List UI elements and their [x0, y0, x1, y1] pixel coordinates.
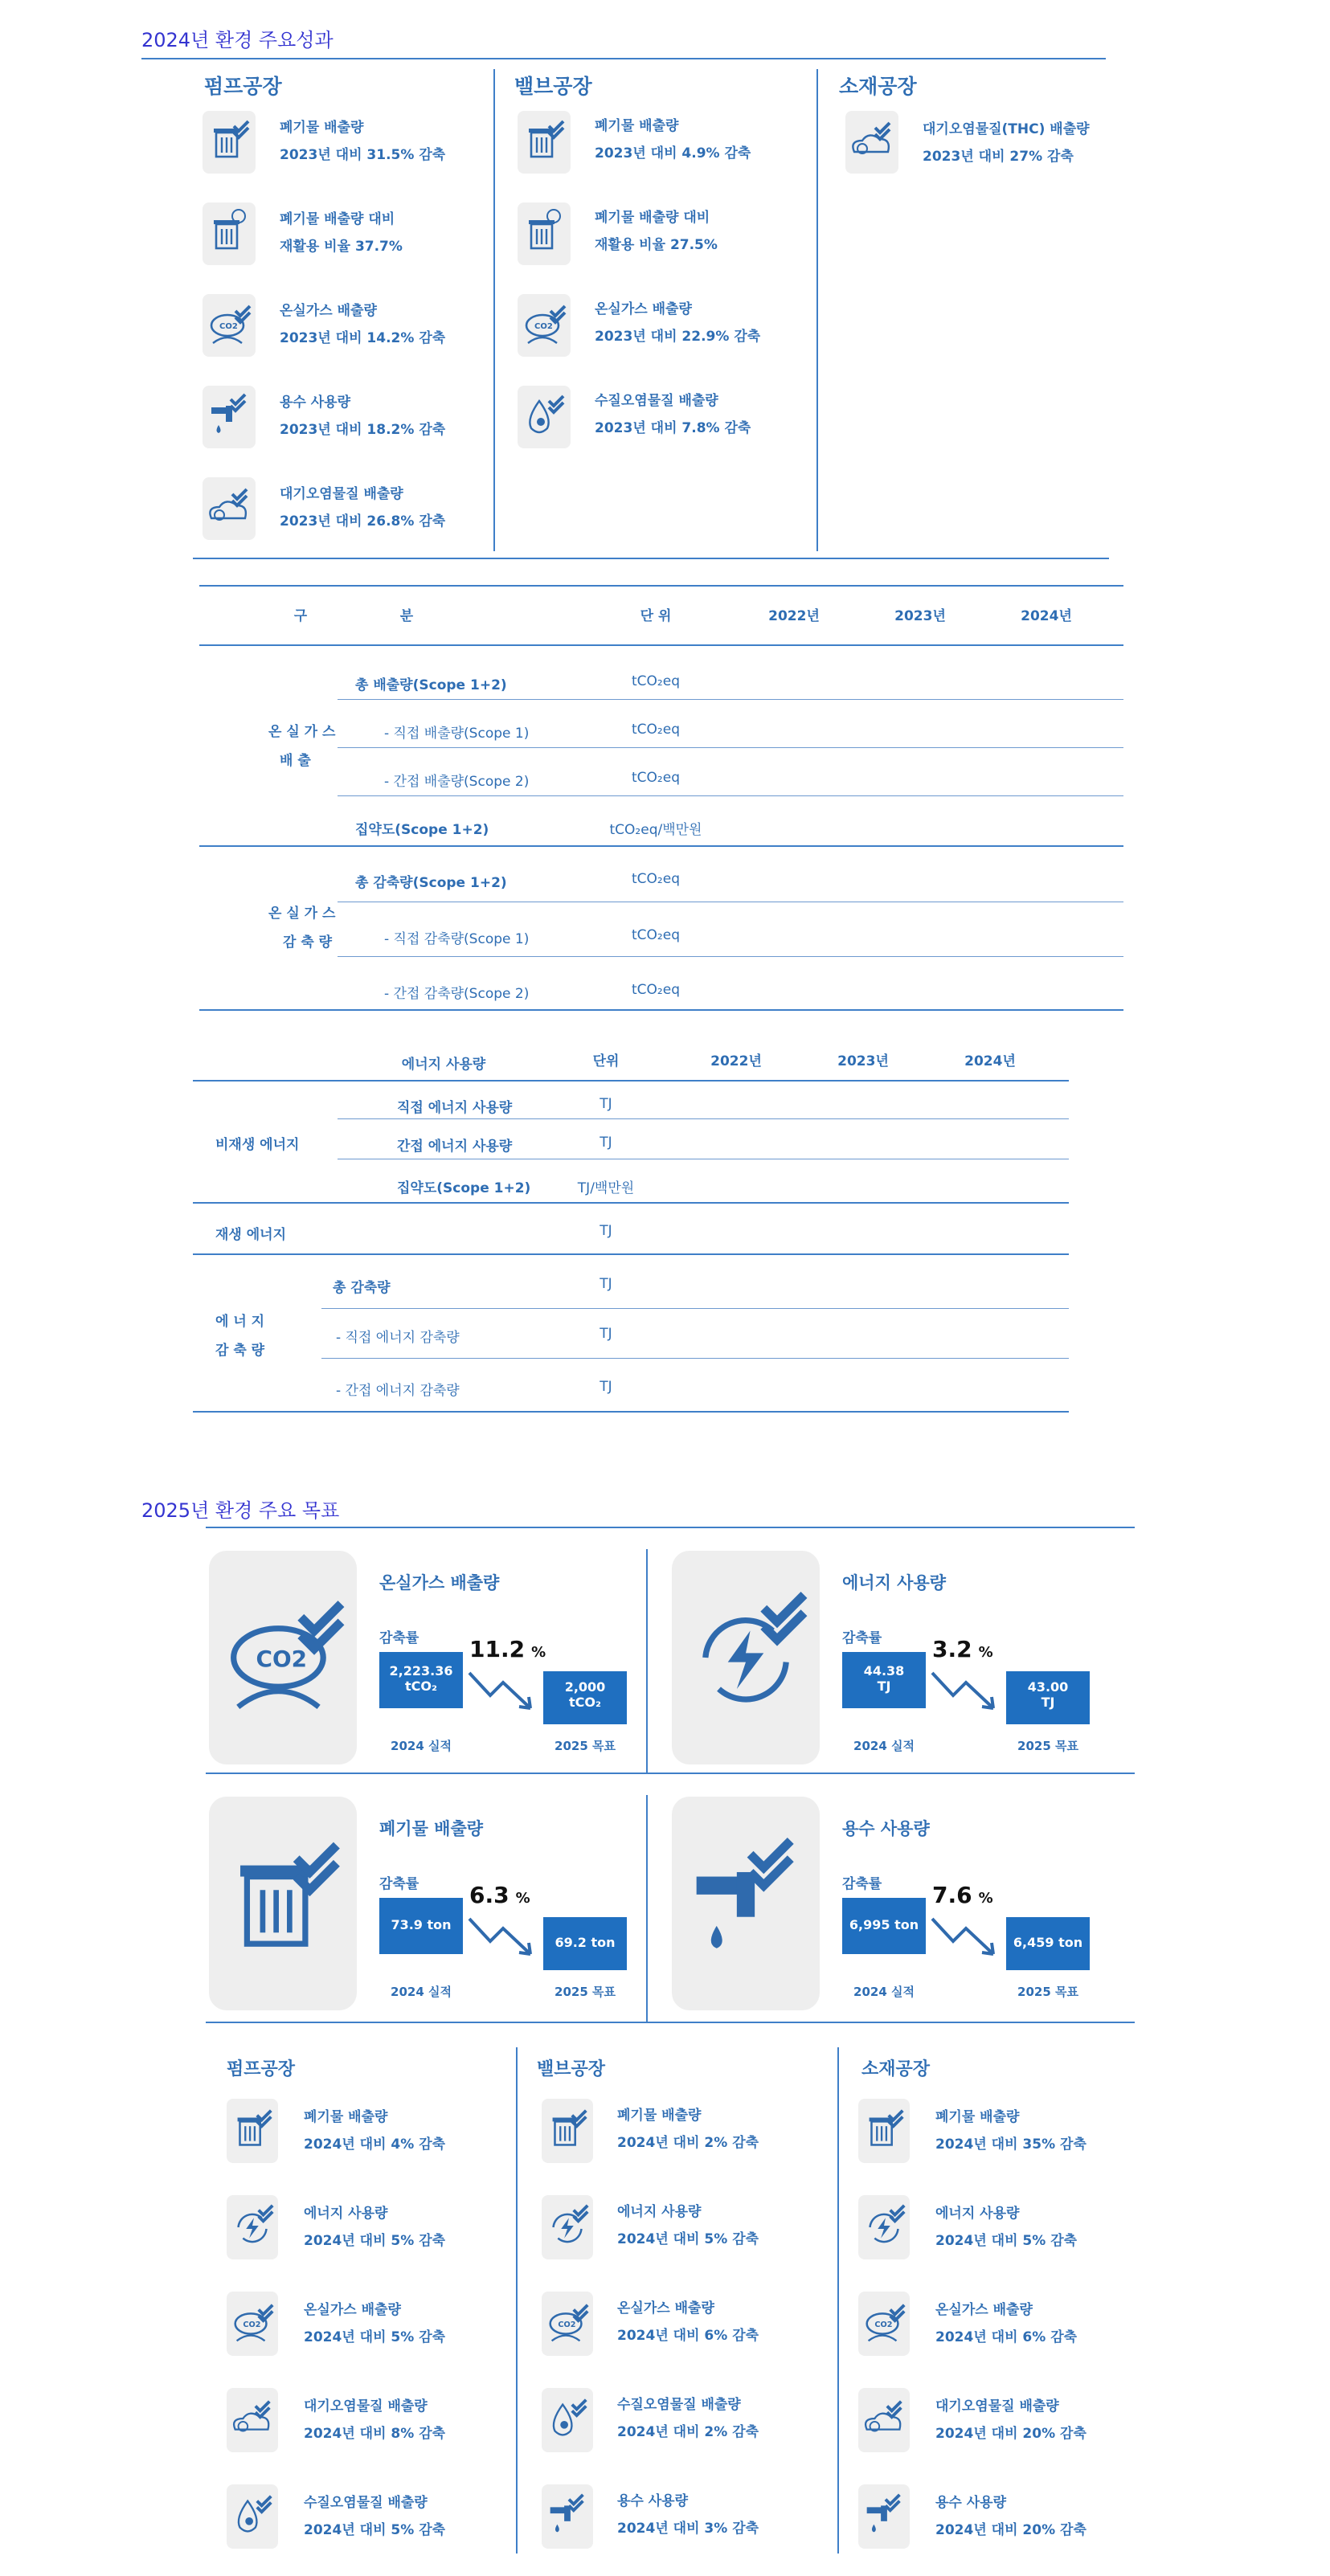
group-label: 감 축 량	[283, 934, 333, 951]
item-title: 폐기물 배출량	[280, 120, 364, 136]
table-rule	[193, 1253, 1069, 1255]
col-header: 2024년	[964, 1053, 1016, 1069]
caption-2025: 2025 목표	[555, 1739, 616, 1753]
item-title: 용수 사용량	[935, 2495, 1007, 2511]
down-trend-arrow-icon	[929, 1668, 1001, 1716]
table-rule	[338, 795, 1123, 796]
svg-text:CO2: CO2	[874, 2320, 893, 2329]
row-unit: tCO₂eq	[632, 722, 680, 738]
greenhouse-gas-icon	[858, 2292, 910, 2356]
row-label: 집약도(Scope 1+2)	[355, 822, 489, 838]
water-pollutant-icon	[227, 2484, 278, 2549]
table-rule	[199, 845, 1123, 847]
down-trend-arrow-icon	[466, 1914, 538, 1962]
row-label: - 간접 배출량(Scope 2)	[384, 774, 530, 790]
item-detail: 2024년 대비 2% 감축	[617, 2424, 759, 2440]
row-unit: TJ	[600, 1223, 612, 1239]
item-title: 온실가스 배출량	[935, 2302, 1033, 2318]
item-detail: 2023년 대비 26.8% 감축	[280, 513, 446, 530]
svg-text:CO2: CO2	[219, 322, 238, 331]
col-header: 2023년	[837, 1053, 889, 1069]
group-label: 배 출	[280, 753, 311, 769]
bar-2024-actual: 73.9 ton	[379, 1898, 463, 1954]
svg-text:CO2: CO2	[534, 322, 553, 331]
item-title: 수질오염물질 배출량	[617, 2397, 741, 2413]
trash-icon	[227, 2099, 278, 2163]
item-title: 폐기물 배출량 대비	[280, 211, 395, 227]
item-detail: 2024년 대비 4% 감축	[304, 2136, 446, 2153]
row-label: 집약도(Scope 1+2)	[397, 1180, 531, 1196]
water-tap-icon	[672, 1797, 820, 2010]
item-title: 온실가스 배출량	[280, 303, 377, 319]
air-pollutant-icon	[858, 2388, 910, 2452]
item-title: 폐기물 배출량	[304, 2109, 388, 2125]
item-detail: 2024년 대비 5% 감축	[935, 2233, 1078, 2249]
col-header: 2022년	[768, 608, 820, 624]
caption-2025: 2025 목표	[1017, 1985, 1078, 1999]
valve-factory-heading: 밸브공장	[514, 75, 592, 98]
trash-icon	[518, 111, 571, 174]
energy-icon	[227, 2195, 278, 2259]
group-label: 비재생 에너지	[215, 1137, 300, 1153]
item-detail: 2023년 대비 22.9% 감축	[595, 329, 761, 345]
goal-title: 온실가스 배출량	[379, 1573, 500, 1593]
item-detail: 2023년 대비 14.2% 감축	[280, 330, 446, 346]
row-label: - 간접 감축량(Scope 2)	[384, 986, 530, 1002]
water-pollutant-icon	[542, 2388, 593, 2452]
reduction-percent: 3.2 %	[932, 1636, 993, 1662]
greenhouse-gas-icon	[542, 2292, 593, 2356]
reduction-percent: 11.2 %	[469, 1636, 546, 1662]
down-trend-arrow-icon	[929, 1914, 1001, 1962]
goal-title: 에너지 사용량	[842, 1573, 947, 1593]
reduction-percent: 6.3 %	[469, 1882, 530, 1908]
row-unit: TJ	[600, 1135, 612, 1151]
row-label: - 직접 배출량(Scope 1)	[384, 726, 530, 742]
caption-2025: 2025 목표	[1017, 1739, 1078, 1753]
caption-2024: 2024 실적	[391, 1739, 452, 1753]
item-detail: 재활용 비율 27.5%	[595, 237, 718, 253]
group-label: 온 실 가 스	[268, 724, 336, 740]
row-unit: tCO₂eq	[632, 982, 680, 998]
row-label: - 직접 감축량(Scope 1)	[384, 931, 530, 947]
air-pollutant-icon	[227, 2388, 278, 2452]
item-detail: 2024년 대비 35% 감축	[935, 2136, 1087, 2153]
table-rule	[193, 1080, 1069, 1082]
recycle-trash-icon	[203, 202, 256, 265]
col-header: 2022년	[710, 1053, 762, 1069]
caption-2024: 2024 실적	[853, 1739, 915, 1753]
item-detail: 2024년 대비 6% 감축	[935, 2329, 1078, 2345]
svg-text:CO2: CO2	[256, 1646, 308, 1673]
row-label: - 직접 에너지 감축량	[336, 1330, 460, 1346]
bar-2024-actual: 2,223.36 tCO₂	[379, 1652, 463, 1708]
row-unit: TJ	[600, 1326, 612, 1342]
pump-factory-target-heading: 펌프공장	[227, 2059, 296, 2079]
item-title: 대기오염물질 배출량	[935, 2398, 1059, 2414]
bar-2025-target: 2,000 tCO₂	[543, 1671, 627, 1724]
group-label: 온 실 가 스	[268, 906, 336, 922]
item-title: 에너지 사용량	[304, 2206, 388, 2222]
item-detail: 2024년 대비 8% 감축	[304, 2426, 446, 2442]
item-title: 폐기물 배출량	[617, 2108, 702, 2124]
row-label: 총 감축량(Scope 1+2)	[355, 875, 507, 891]
goal-title: 폐기물 배출량	[379, 1819, 484, 1838]
material-factory-heading: 소재공장	[839, 75, 917, 98]
water-tap-icon	[203, 386, 256, 448]
col-header: 에너지 사용량	[401, 1057, 486, 1073]
col-header: 단위	[592, 1053, 620, 1069]
bar-2025-target: 43.00 TJ	[1006, 1671, 1090, 1724]
caption-2024: 2024 실적	[853, 1985, 915, 1999]
table-rule	[338, 747, 1123, 748]
col-header: 분	[399, 608, 414, 624]
air-pollutant-icon	[845, 111, 898, 174]
row-unit: tCO₂eq	[632, 770, 680, 786]
water-tap-icon	[858, 2484, 910, 2549]
bar-2025-target: 69.2 ton	[543, 1917, 627, 1970]
section-title-2025: 2025년 환경 주요 목표	[141, 1499, 340, 1522]
col-header: 단 위	[640, 608, 672, 624]
item-detail: 2024년 대비 5% 감축	[304, 2329, 446, 2345]
trash-icon	[203, 111, 256, 174]
item-detail: 2023년 대비 31.5% 감축	[280, 147, 446, 163]
item-detail: 2024년 대비 5% 감축	[617, 2231, 759, 2247]
col-header: 2023년	[894, 608, 946, 624]
col-header: 2024년	[1021, 608, 1072, 624]
row-label: 총 배출량(Scope 1+2)	[355, 677, 507, 693]
col-header: 구	[293, 608, 308, 624]
item-detail: 2023년 대비 27% 감축	[923, 149, 1074, 165]
row-label: 간접 에너지 사용량	[397, 1139, 513, 1155]
table-rule	[321, 1358, 1069, 1359]
goal-rate-label: 감축률	[379, 1876, 419, 1892]
item-title: 수질오염물질 배출량	[304, 2495, 428, 2511]
item-title: 폐기물 배출량	[595, 118, 679, 134]
table-rule	[321, 1308, 1069, 1309]
table-rule	[199, 644, 1123, 646]
item-detail: 재활용 비율 37.7%	[280, 239, 403, 255]
table-rule	[193, 1202, 1069, 1204]
energy-icon	[672, 1551, 820, 1764]
item-detail: 2024년 대비 5% 감축	[304, 2233, 446, 2249]
svg-text:CO2: CO2	[558, 2320, 576, 2329]
table-rule	[338, 699, 1123, 700]
group-label: 에 너 지	[215, 1314, 265, 1330]
table-rule	[193, 1411, 1069, 1413]
item-detail: 2023년 대비 7.8% 감축	[595, 420, 751, 436]
row-unit: tCO₂eq	[632, 927, 680, 943]
item-title: 대기오염물질 배출량	[304, 2398, 428, 2414]
bar-2024-actual: 6,995 ton	[842, 1898, 926, 1954]
item-detail: 2023년 대비 18.2% 감축	[280, 422, 446, 438]
row-unit: tCO₂eq	[632, 871, 680, 887]
row-label: - 간접 에너지 감축량	[336, 1383, 460, 1399]
trash-icon	[542, 2099, 593, 2163]
item-title: 대기오염물질 배출량	[280, 486, 403, 502]
item-title: 용수 사용량	[617, 2493, 689, 2509]
bar-2025-target: 6,459 ton	[1006, 1917, 1090, 1970]
water-tap-icon	[542, 2484, 593, 2549]
item-detail: 2024년 대비 3% 감축	[617, 2521, 759, 2537]
item-detail: 2023년 대비 4.9% 감축	[595, 145, 751, 162]
goal-rate-label: 감축률	[842, 1630, 882, 1646]
goal-rate-label: 감축률	[842, 1876, 882, 1892]
item-title: 온실가스 배출량	[617, 2300, 714, 2316]
energy-icon	[858, 2195, 910, 2259]
item-detail: 2024년 대비 20% 감축	[935, 2426, 1087, 2442]
item-title: 온실가스 배출량	[304, 2302, 401, 2318]
section-title-2024: 2024년 환경 주요성과	[141, 29, 334, 51]
group-label: 감 축 량	[215, 1343, 265, 1359]
trash-icon	[858, 2099, 910, 2163]
greenhouse-gas-icon	[518, 294, 571, 357]
row-label: 직접 에너지 사용량	[397, 1100, 513, 1116]
group-label: 재생 에너지	[215, 1227, 287, 1243]
valve-factory-target-heading: 밸브공장	[537, 2059, 606, 2079]
bar-2024-actual: 44.38 TJ	[842, 1652, 926, 1708]
row-unit: TJ	[600, 1276, 612, 1292]
row-unit: TJ	[600, 1379, 612, 1395]
item-title: 온실가스 배출량	[595, 301, 692, 317]
material-factory-target-heading: 소재공장	[861, 2059, 931, 2079]
water-pollutant-icon	[518, 386, 571, 448]
air-pollutant-icon	[203, 477, 256, 540]
item-title: 에너지 사용량	[617, 2204, 702, 2220]
item-detail: 2024년 대비 6% 감축	[617, 2328, 759, 2344]
greenhouse-gas-icon	[209, 1551, 357, 1764]
item-detail: 2024년 대비 2% 감축	[617, 2135, 759, 2151]
table-rule	[199, 1009, 1123, 1011]
row-label: 총 감축량	[333, 1280, 391, 1296]
row-unit: TJ	[600, 1096, 612, 1112]
caption-2024: 2024 실적	[391, 1985, 452, 1999]
trash-icon	[209, 1797, 357, 2010]
row-unit: tCO₂eq/백만원	[609, 822, 702, 838]
item-title: 용수 사용량	[280, 395, 351, 411]
svg-text:CO2: CO2	[243, 2320, 261, 2329]
greenhouse-gas-icon	[227, 2292, 278, 2356]
item-detail: 2024년 대비 5% 감축	[304, 2522, 446, 2538]
item-title: 폐기물 배출량	[935, 2109, 1020, 2125]
energy-icon	[542, 2195, 593, 2259]
down-trend-arrow-icon	[466, 1668, 538, 1716]
table-rule	[338, 1118, 1069, 1119]
reduction-percent: 7.6 %	[932, 1882, 993, 1908]
pump-factory-heading: 펌프공장	[204, 75, 282, 98]
caption-2025: 2025 목표	[555, 1985, 616, 1999]
item-title: 에너지 사용량	[935, 2206, 1020, 2222]
item-title: 대기오염물질(THC) 배출량	[923, 121, 1090, 137]
recycle-trash-icon	[518, 202, 571, 265]
item-detail: 2024년 대비 20% 감축	[935, 2522, 1087, 2538]
greenhouse-gas-icon	[203, 294, 256, 357]
goal-rate-label: 감축률	[379, 1630, 419, 1646]
table-rule	[338, 956, 1123, 957]
row-unit: tCO₂eq	[632, 673, 680, 689]
row-unit: TJ/백만원	[577, 1180, 635, 1196]
item-title: 수질오염물질 배출량	[595, 393, 718, 409]
item-title: 폐기물 배출량 대비	[595, 210, 710, 226]
table-rule	[199, 585, 1123, 587]
goal-title: 용수 사용량	[842, 1819, 930, 1838]
